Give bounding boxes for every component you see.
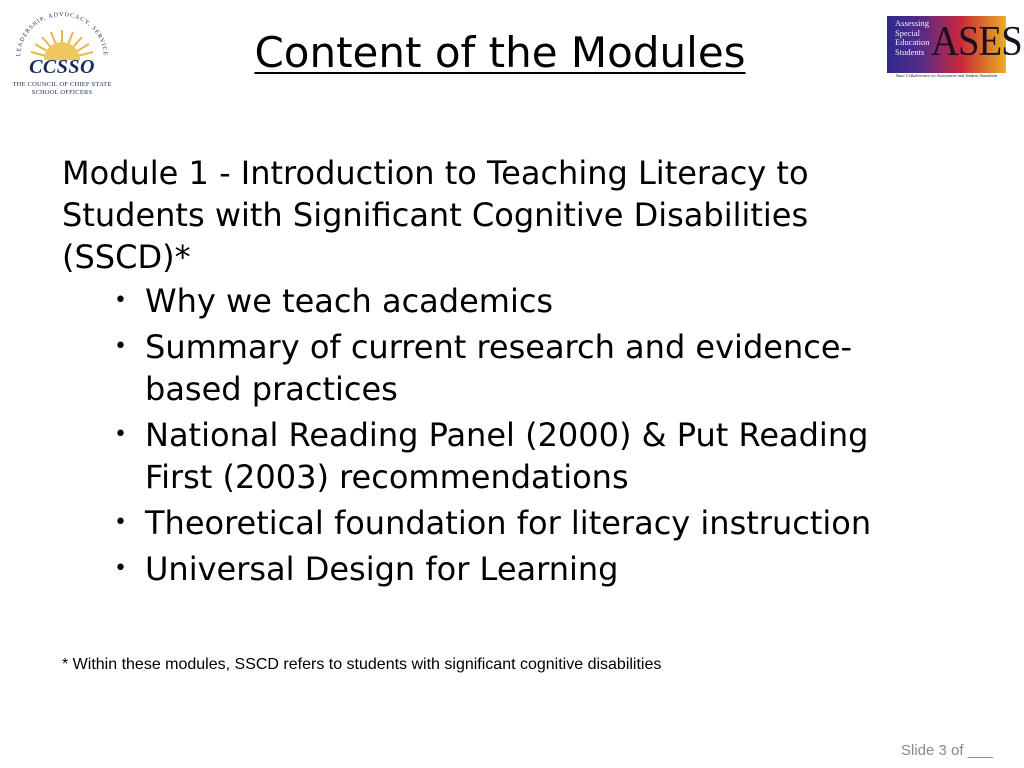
bullet-icon: • (114, 288, 127, 313)
list-item-text: Universal Design for Learning (145, 550, 619, 588)
ases-word: Education (895, 37, 930, 48)
list-item (62, 548, 945, 590)
ases-words (895, 19, 929, 57)
ases-word: Special (895, 27, 921, 38)
ases-tagline: State Collaborative on Assessment and Student Standards (895, 73, 998, 78)
slide-title: Content of the Modules (254, 28, 746, 77)
slide-content (62, 152, 962, 594)
ccsso-arc-text: LEADERSHIP, ADVOCACY, SERVICE (15, 11, 109, 57)
ases-word: Assessing (895, 18, 930, 28)
module-heading: Module 1 - Introduction to Teaching Literacy to Students with Significant Cognitive Disabilities (SSCD)* (62, 154, 809, 276)
list-item (62, 414, 945, 498)
list-item-text: National Reading Panel (2000) & Put Reading First (2003) recommendations (145, 416, 869, 496)
topic-list (62, 280, 962, 590)
bullet-icon: • (114, 334, 127, 359)
ases-banner (887, 16, 1022, 73)
bullet-icon: • (114, 556, 127, 581)
slide-number: Slide 3 of ___ (901, 742, 993, 759)
ases-abbreviation: ASES (931, 19, 1022, 65)
list-item-text: Summary of current research and evidence-based practices (145, 328, 853, 408)
bullet-icon: • (114, 422, 127, 447)
list-item-text: Theoretical foundation for literacy instruction (145, 504, 872, 542)
ases-word: Students (895, 46, 925, 57)
ccsso-name-line1: THE COUNCIL OF CHIEF STATE (12, 81, 112, 88)
bullet-icon: • (114, 510, 127, 535)
ccsso-name-line2: SCHOOL OFFICERS (31, 89, 93, 96)
list-item (62, 502, 945, 544)
ccsso-abbreviation: CCSSO (29, 56, 95, 78)
ases-logo (887, 16, 1022, 80)
footnote: * Within these modules, SSCD refers to students with significant cognitive disabilities (62, 656, 662, 673)
list-item (62, 280, 945, 322)
list-item-text: Why we teach academics (145, 282, 554, 320)
list-item (62, 326, 945, 410)
